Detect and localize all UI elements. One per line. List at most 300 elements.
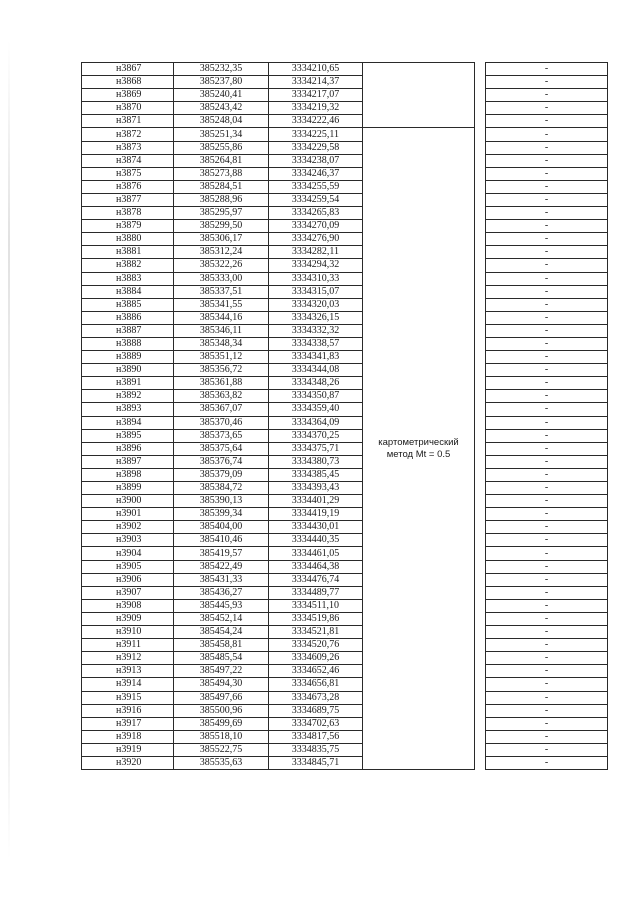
y-coordinate-cell: 3334375,71 [269,442,363,455]
column-gap [475,180,486,193]
point-id-cell: н3877 [82,193,174,206]
value-cell: - [486,220,608,233]
value-cell: - [486,468,608,481]
y-coordinate-cell: 3334338,57 [269,337,363,350]
x-coordinate-cell: 385497,66 [174,691,269,704]
value-cell: - [486,390,608,403]
x-coordinate-cell: 385419,57 [174,547,269,560]
y-coordinate-cell: 3334419,19 [269,508,363,521]
y-coordinate-cell: 3334520,76 [269,639,363,652]
y-coordinate-cell: 3334401,29 [269,495,363,508]
column-gap [475,233,486,246]
table-row [82,626,608,639]
x-coordinate-cell: 385399,34 [174,508,269,521]
point-id-cell: н3920 [82,756,174,769]
column-gap [475,586,486,599]
column-gap [475,102,486,115]
column-gap [475,403,486,416]
y-coordinate-cell: 3334259,54 [269,193,363,206]
x-coordinate-cell: 385373,65 [174,429,269,442]
value-cell: - [486,612,608,625]
table-row [82,180,608,193]
y-coordinate-cell: 3334210,65 [269,63,363,76]
y-coordinate-cell: 3334461,05 [269,547,363,560]
y-coordinate-cell: 3334393,43 [269,482,363,495]
column-gap [475,324,486,337]
point-id-cell: н3885 [82,298,174,311]
point-id-cell: н3907 [82,586,174,599]
y-coordinate-cell: 3334817,56 [269,730,363,743]
x-coordinate-cell: 385375,64 [174,442,269,455]
value-cell: - [486,665,608,678]
x-coordinate-cell: 385363,82 [174,390,269,403]
point-id-cell: н3875 [82,167,174,180]
value-cell: - [486,691,608,704]
x-coordinate-cell: 385306,17 [174,233,269,246]
point-id-cell: н3879 [82,220,174,233]
point-id-cell: н3873 [82,141,174,154]
x-coordinate-cell: 385410,46 [174,534,269,547]
point-id-cell: н3912 [82,652,174,665]
x-coordinate-cell: 385284,51 [174,180,269,193]
y-coordinate-cell: 3334656,81 [269,678,363,691]
column-gap [475,298,486,311]
y-coordinate-cell: 3334489,77 [269,586,363,599]
y-coordinate-cell: 3334320,03 [269,298,363,311]
column-gap [475,521,486,534]
x-coordinate-cell: 385422,49 [174,560,269,573]
point-id-cell: н3909 [82,612,174,625]
column-gap [475,167,486,180]
value-cell: - [486,207,608,220]
point-id-cell: н3908 [82,599,174,612]
point-id-cell: н3904 [82,547,174,560]
column-gap [475,377,486,390]
value-cell: - [486,285,608,298]
y-coordinate-cell: 3334225,11 [269,128,363,141]
x-coordinate-cell: 385333,00 [174,272,269,285]
value-cell: - [486,337,608,350]
point-id-cell: н3910 [82,626,174,639]
point-id-cell: н3880 [82,233,174,246]
method-cell-blank [363,63,475,128]
y-coordinate-cell: 3334344,08 [269,364,363,377]
x-coordinate-cell: 385497,22 [174,665,269,678]
table-row [82,717,608,730]
value-cell: - [486,573,608,586]
column-gap [475,573,486,586]
column-gap [475,730,486,743]
table-row [82,102,608,115]
y-coordinate-cell: 3334265,83 [269,207,363,220]
value-cell: - [486,652,608,665]
column-gap [475,89,486,102]
value-cell: - [486,403,608,416]
table-row [82,311,608,324]
y-coordinate-cell: 3334702,63 [269,717,363,730]
table-row [82,756,608,769]
column-gap [475,364,486,377]
table-row [82,730,608,743]
value-cell: - [486,76,608,89]
value-cell: - [486,324,608,337]
value-cell: - [486,534,608,547]
point-id-cell: н3882 [82,259,174,272]
y-coordinate-cell: 3334364,09 [269,416,363,429]
column-gap [475,560,486,573]
table-row [82,115,608,128]
table-row [82,220,608,233]
table-row [82,416,608,429]
value-cell: - [486,298,608,311]
column-gap [475,482,486,495]
column-gap [475,128,486,141]
table-row [82,298,608,311]
y-coordinate-cell: 3334609,26 [269,652,363,665]
table-row [82,508,608,521]
column-gap [475,272,486,285]
y-coordinate-cell: 3334689,75 [269,704,363,717]
table-row [82,272,608,285]
column-gap [475,337,486,350]
y-coordinate-cell: 3334332,32 [269,324,363,337]
table-row [82,442,608,455]
column-gap [475,626,486,639]
table-row [82,455,608,468]
column-gap [475,665,486,678]
point-id-cell: н3903 [82,534,174,547]
column-gap [475,442,486,455]
x-coordinate-cell: 385404,00 [174,521,269,534]
point-id-cell: н3898 [82,468,174,481]
x-coordinate-cell: 385322,26 [174,259,269,272]
x-coordinate-cell: 385312,24 [174,246,269,259]
column-gap [475,652,486,665]
y-coordinate-cell: 3334519,86 [269,612,363,625]
y-coordinate-cell: 3334229,58 [269,141,363,154]
coordinates-table [81,62,608,770]
x-coordinate-cell: 385243,42 [174,102,269,115]
point-id-cell: н3906 [82,573,174,586]
table-row [82,573,608,586]
y-coordinate-cell: 3334276,90 [269,233,363,246]
value-cell: - [486,102,608,115]
table-row [82,521,608,534]
column-gap [475,285,486,298]
point-id-cell: н3869 [82,89,174,102]
column-gap [475,495,486,508]
point-id-cell: н3874 [82,154,174,167]
column-gap [475,429,486,442]
value-cell: - [486,586,608,599]
point-id-cell: н3892 [82,390,174,403]
table-row [82,547,608,560]
table-row [82,468,608,481]
value-cell: - [486,704,608,717]
value-cell: - [486,743,608,756]
column-gap [475,154,486,167]
y-coordinate-cell: 3334464,38 [269,560,363,573]
column-gap [475,63,486,76]
point-id-cell: н3901 [82,508,174,521]
point-id-cell: н3915 [82,691,174,704]
value-cell: - [486,233,608,246]
coordinates-table-body [82,63,608,770]
y-coordinate-cell: 3334217,07 [269,89,363,102]
column-gap [475,311,486,324]
point-id-cell: н3893 [82,403,174,416]
y-coordinate-cell: 3334835,75 [269,743,363,756]
point-id-cell: н3902 [82,521,174,534]
column-gap [475,76,486,89]
x-coordinate-cell: 385255,86 [174,141,269,154]
y-coordinate-cell: 3334238,07 [269,154,363,167]
column-gap [475,193,486,206]
value-cell: - [486,141,608,154]
table-row [82,89,608,102]
value-cell: - [486,442,608,455]
table-row [82,167,608,180]
table-row [82,207,608,220]
point-id-cell: н3900 [82,495,174,508]
table-row [82,652,608,665]
table-row [82,154,608,167]
value-cell: - [486,508,608,521]
column-gap [475,141,486,154]
table-row [82,246,608,259]
table-row [82,639,608,652]
table-row [82,495,608,508]
point-id-cell: н3919 [82,743,174,756]
y-coordinate-cell: 3334219,32 [269,102,363,115]
x-coordinate-cell: 385445,93 [174,599,269,612]
table-row [82,351,608,364]
table-row [82,560,608,573]
x-coordinate-cell: 385341,55 [174,298,269,311]
column-gap [475,455,486,468]
table-row [82,141,608,154]
point-id-cell: н3878 [82,207,174,220]
x-coordinate-cell: 385384,72 [174,482,269,495]
y-coordinate-cell: 3334270,09 [269,220,363,233]
point-id-cell: н3872 [82,128,174,141]
y-coordinate-cell: 3334326,15 [269,311,363,324]
value-cell: - [486,364,608,377]
value-cell: - [486,521,608,534]
y-coordinate-cell: 3334430,01 [269,521,363,534]
column-gap [475,534,486,547]
y-coordinate-cell: 3334350,87 [269,390,363,403]
table-row [82,678,608,691]
x-coordinate-cell: 385344,16 [174,311,269,324]
x-coordinate-cell: 385535,63 [174,756,269,769]
x-coordinate-cell: 385299,50 [174,220,269,233]
x-coordinate-cell: 385356,72 [174,364,269,377]
y-coordinate-cell: 3334255,59 [269,180,363,193]
y-coordinate-cell: 3334341,83 [269,351,363,364]
y-coordinate-cell: 3334440,35 [269,534,363,547]
x-coordinate-cell: 385458,81 [174,639,269,652]
x-coordinate-cell: 385351,12 [174,351,269,364]
value-cell: - [486,180,608,193]
x-coordinate-cell: 385379,09 [174,468,269,481]
point-id-cell: н3883 [82,272,174,285]
x-coordinate-cell: 385273,88 [174,167,269,180]
column-gap [475,612,486,625]
method-note-line2: метод Mt = 0.5 [386,448,451,460]
column-gap [475,351,486,364]
x-coordinate-cell: 385264,81 [174,154,269,167]
table-row [82,403,608,416]
column-gap [475,390,486,403]
column-gap [475,207,486,220]
y-coordinate-cell: 3334310,33 [269,272,363,285]
method-note-line1: картометрический [378,436,459,448]
table-row [82,534,608,547]
value-cell: - [486,167,608,180]
y-coordinate-cell: 3334511,10 [269,599,363,612]
point-id-cell: н3890 [82,364,174,377]
y-coordinate-cell: 3334214,37 [269,76,363,89]
x-coordinate-cell: 385376,74 [174,455,269,468]
point-id-cell: н3870 [82,102,174,115]
point-id-cell: н3913 [82,665,174,678]
table-row [82,63,608,76]
value-cell: - [486,193,608,206]
value-cell: - [486,115,608,128]
column-gap [475,468,486,481]
table-row [82,612,608,625]
y-coordinate-cell: 3334315,07 [269,285,363,298]
column-gap [475,599,486,612]
value-cell: - [486,730,608,743]
point-id-cell: н3914 [82,678,174,691]
x-coordinate-cell: 385522,75 [174,743,269,756]
table-row [82,691,608,704]
value-cell: - [486,416,608,429]
point-id-cell: н3867 [82,63,174,76]
x-coordinate-cell: 385390,13 [174,495,269,508]
table-row [82,482,608,495]
value-cell: - [486,63,608,76]
x-coordinate-cell: 385431,33 [174,573,269,586]
table-row [82,285,608,298]
table-row [82,390,608,403]
column-gap [475,678,486,691]
point-id-cell: н3905 [82,560,174,573]
point-id-cell: н3894 [82,416,174,429]
column-gap [475,220,486,233]
point-id-cell: н3895 [82,429,174,442]
column-gap [475,717,486,730]
column-gap [475,416,486,429]
column-gap [475,756,486,769]
table-row [82,377,608,390]
x-coordinate-cell: 385237,80 [174,76,269,89]
column-gap [475,691,486,704]
value-cell: - [486,756,608,769]
x-coordinate-cell: 385346,11 [174,324,269,337]
value-cell: - [486,377,608,390]
value-cell: - [486,272,608,285]
x-coordinate-cell: 385240,41 [174,89,269,102]
value-cell: - [486,626,608,639]
y-coordinate-cell: 3334385,45 [269,468,363,481]
point-id-cell: н3889 [82,351,174,364]
value-cell: - [486,639,608,652]
x-coordinate-cell: 385370,46 [174,416,269,429]
table-row [82,704,608,717]
table-row [82,324,608,337]
x-coordinate-cell: 385251,34 [174,128,269,141]
value-cell: - [486,678,608,691]
point-id-cell: н3899 [82,482,174,495]
table-row [82,665,608,678]
point-id-cell: н3886 [82,311,174,324]
column-gap [475,547,486,560]
y-coordinate-cell: 3334476,74 [269,573,363,586]
point-id-cell: н3891 [82,377,174,390]
y-coordinate-cell: 3334673,28 [269,691,363,704]
x-coordinate-cell: 385485,54 [174,652,269,665]
table-row [82,337,608,350]
table-row [82,586,608,599]
table-row [82,76,608,89]
x-coordinate-cell: 385367,07 [174,403,269,416]
column-gap [475,246,486,259]
value-cell: - [486,246,608,259]
value-cell: - [486,351,608,364]
x-coordinate-cell: 385436,27 [174,586,269,599]
x-coordinate-cell: 385499,69 [174,717,269,730]
x-coordinate-cell: 385337,51 [174,285,269,298]
y-coordinate-cell: 3334294,32 [269,259,363,272]
value-cell: - [486,560,608,573]
x-coordinate-cell: 385452,14 [174,612,269,625]
value-cell: - [486,128,608,141]
x-coordinate-cell: 385248,04 [174,115,269,128]
column-gap [475,743,486,756]
point-id-cell: н3887 [82,324,174,337]
y-coordinate-cell: 3334348,26 [269,377,363,390]
y-coordinate-cell: 3334246,37 [269,167,363,180]
point-id-cell: н3896 [82,442,174,455]
x-coordinate-cell: 385518,10 [174,730,269,743]
column-gap [475,704,486,717]
point-id-cell: н3917 [82,717,174,730]
point-id-cell: н3897 [82,455,174,468]
value-cell: - [486,259,608,272]
y-coordinate-cell: 3334222,46 [269,115,363,128]
y-coordinate-cell: 3334359,40 [269,403,363,416]
column-gap [475,508,486,521]
x-coordinate-cell: 385232,35 [174,63,269,76]
column-gap [475,115,486,128]
value-cell: - [486,154,608,167]
x-coordinate-cell: 385348,34 [174,337,269,350]
value-cell: - [486,599,608,612]
x-coordinate-cell: 385454,24 [174,626,269,639]
value-cell: - [486,482,608,495]
value-cell: - [486,717,608,730]
x-coordinate-cell: 385361,88 [174,377,269,390]
point-id-cell: н3911 [82,639,174,652]
y-coordinate-cell: 3334521,81 [269,626,363,639]
table-row [82,259,608,272]
y-coordinate-cell: 3334652,46 [269,665,363,678]
table-row [82,193,608,206]
y-coordinate-cell: 3334845,71 [269,756,363,769]
